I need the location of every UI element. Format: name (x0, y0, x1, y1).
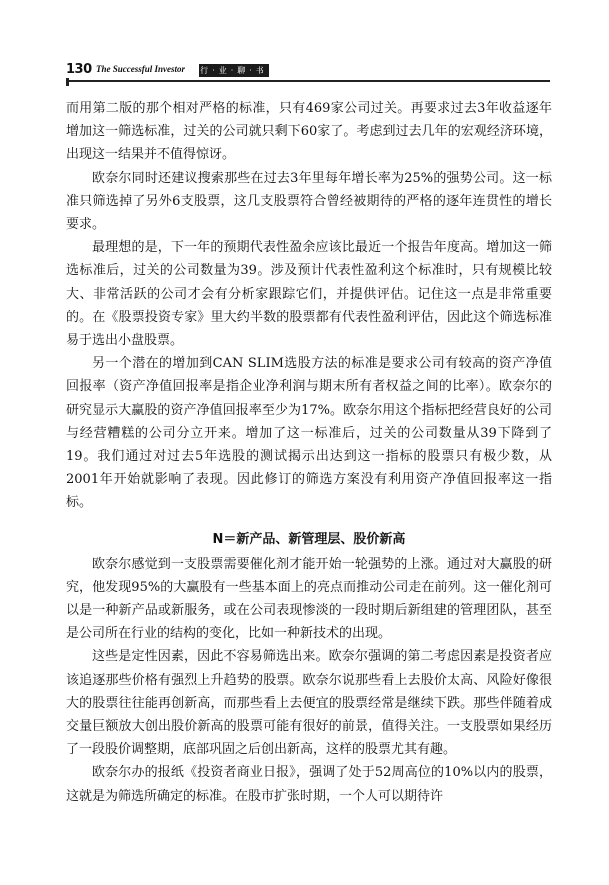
paragraph-4: 另一个潜在的增加到CAN SLIM选股方法的标准是要求公司有较高的资产净值回报率（资产净值回报率是指企业净利润与期末所有者权益之间的比率）。欧奈尔的研究显示大赢股的资产净值回报率至少为17%。欧奈尔用这个指标把经营良好的公司与经营糟糕的公司分立开来。增加了这一标准后，过关的公司数量从39下降到了19。我们通过对过去5年选股的测试揭示出达到这一指标的股票只有极少数，从2001年开始就影响了表现。因此修订的筛选方案没有利用资产净值回报率这一指标。 (66, 356, 552, 511)
paragraph-3: 最理想的是，下一年的预期代表性盈余应该比最近一个报告年度高。增加这一筛选标准后，过关的公司数量为39。涉及预计代表性盈利这个标准时，只有规模比较大、非常活跃的公司才会有分析家跟踪它们，并提供评估。记住这一点是非常重要的。在《股票投资专家》里大约半数的股票都有代表性盈利评估，因此这个筛选标准易于选出小盘股票。 (66, 240, 552, 349)
book-title-english: The Successful Investor (96, 64, 186, 74)
paragraph-1: 而用第二版的那个相对严格的标准，只有469家公司过关。再要求过去3年收益逐年增加这一筛选标准，过关的公司就只剩下60家了。考虑到过去几年的宏观经济环境，出现这一结果并不值得惊讶。 (66, 101, 552, 163)
header-rule (66, 80, 550, 82)
paragraph-5: 欧奈尔感觉到一支股票需要催化剂才能开始一轮强势的上涨。通过对大赢股的研究，他发现95%的大赢股有一些基本面上的亮点而推动公司走在前列。这一催化剂可以是一种新产品或新服务，或在公司表现惨淡的一段时期后新组建的管理团队，甚至是公司所在行业的结构的变化，比如一种新技术的出现。 (66, 556, 552, 642)
page-number: 130 (66, 62, 92, 77)
page-body (66, 97, 552, 808)
section-heading: N＝新产品、新管理层、股价新高 (212, 531, 406, 547)
section-label: 行·业·聊·书 (200, 66, 268, 75)
header-rule-tick (66, 78, 69, 86)
paragraph-7: 欧奈尔办的报纸《投资者商业日报》，强调了处于52周高位的10%以内的股票，这就是为筛选所确定的标准。在股市扩张时期，一个人可以期待许 (66, 765, 552, 804)
paragraph-2: 欧奈尔同时还建议搜索那些在过去3年里每年增长率为25%的强势公司。这一标准只筛选掉了另外6支股票，这几支股票符合曾经被期待的严格的逐年连贯性的增长要求。 (66, 170, 552, 233)
paragraph-6: 这些是定性因素，因此不容易筛选出来。欧奈尔强调的第二考虑因素是投资者应该追逐那些价格有强烈上升趋势的股票。欧奈尔说那些看上去股价太高、风险好像很大的股票往往能再创新高，而那些看上去便宜的股票经常是继续下跌。那些伴随着成交量巨额放大创出股价新高的股票可能有很好的前景，值得关注。一支股票如果经历了一段股价调整期，底部巩固之后创出新高，这样的股票尤其有趣。 (66, 649, 552, 758)
running-header (66, 60, 550, 84)
